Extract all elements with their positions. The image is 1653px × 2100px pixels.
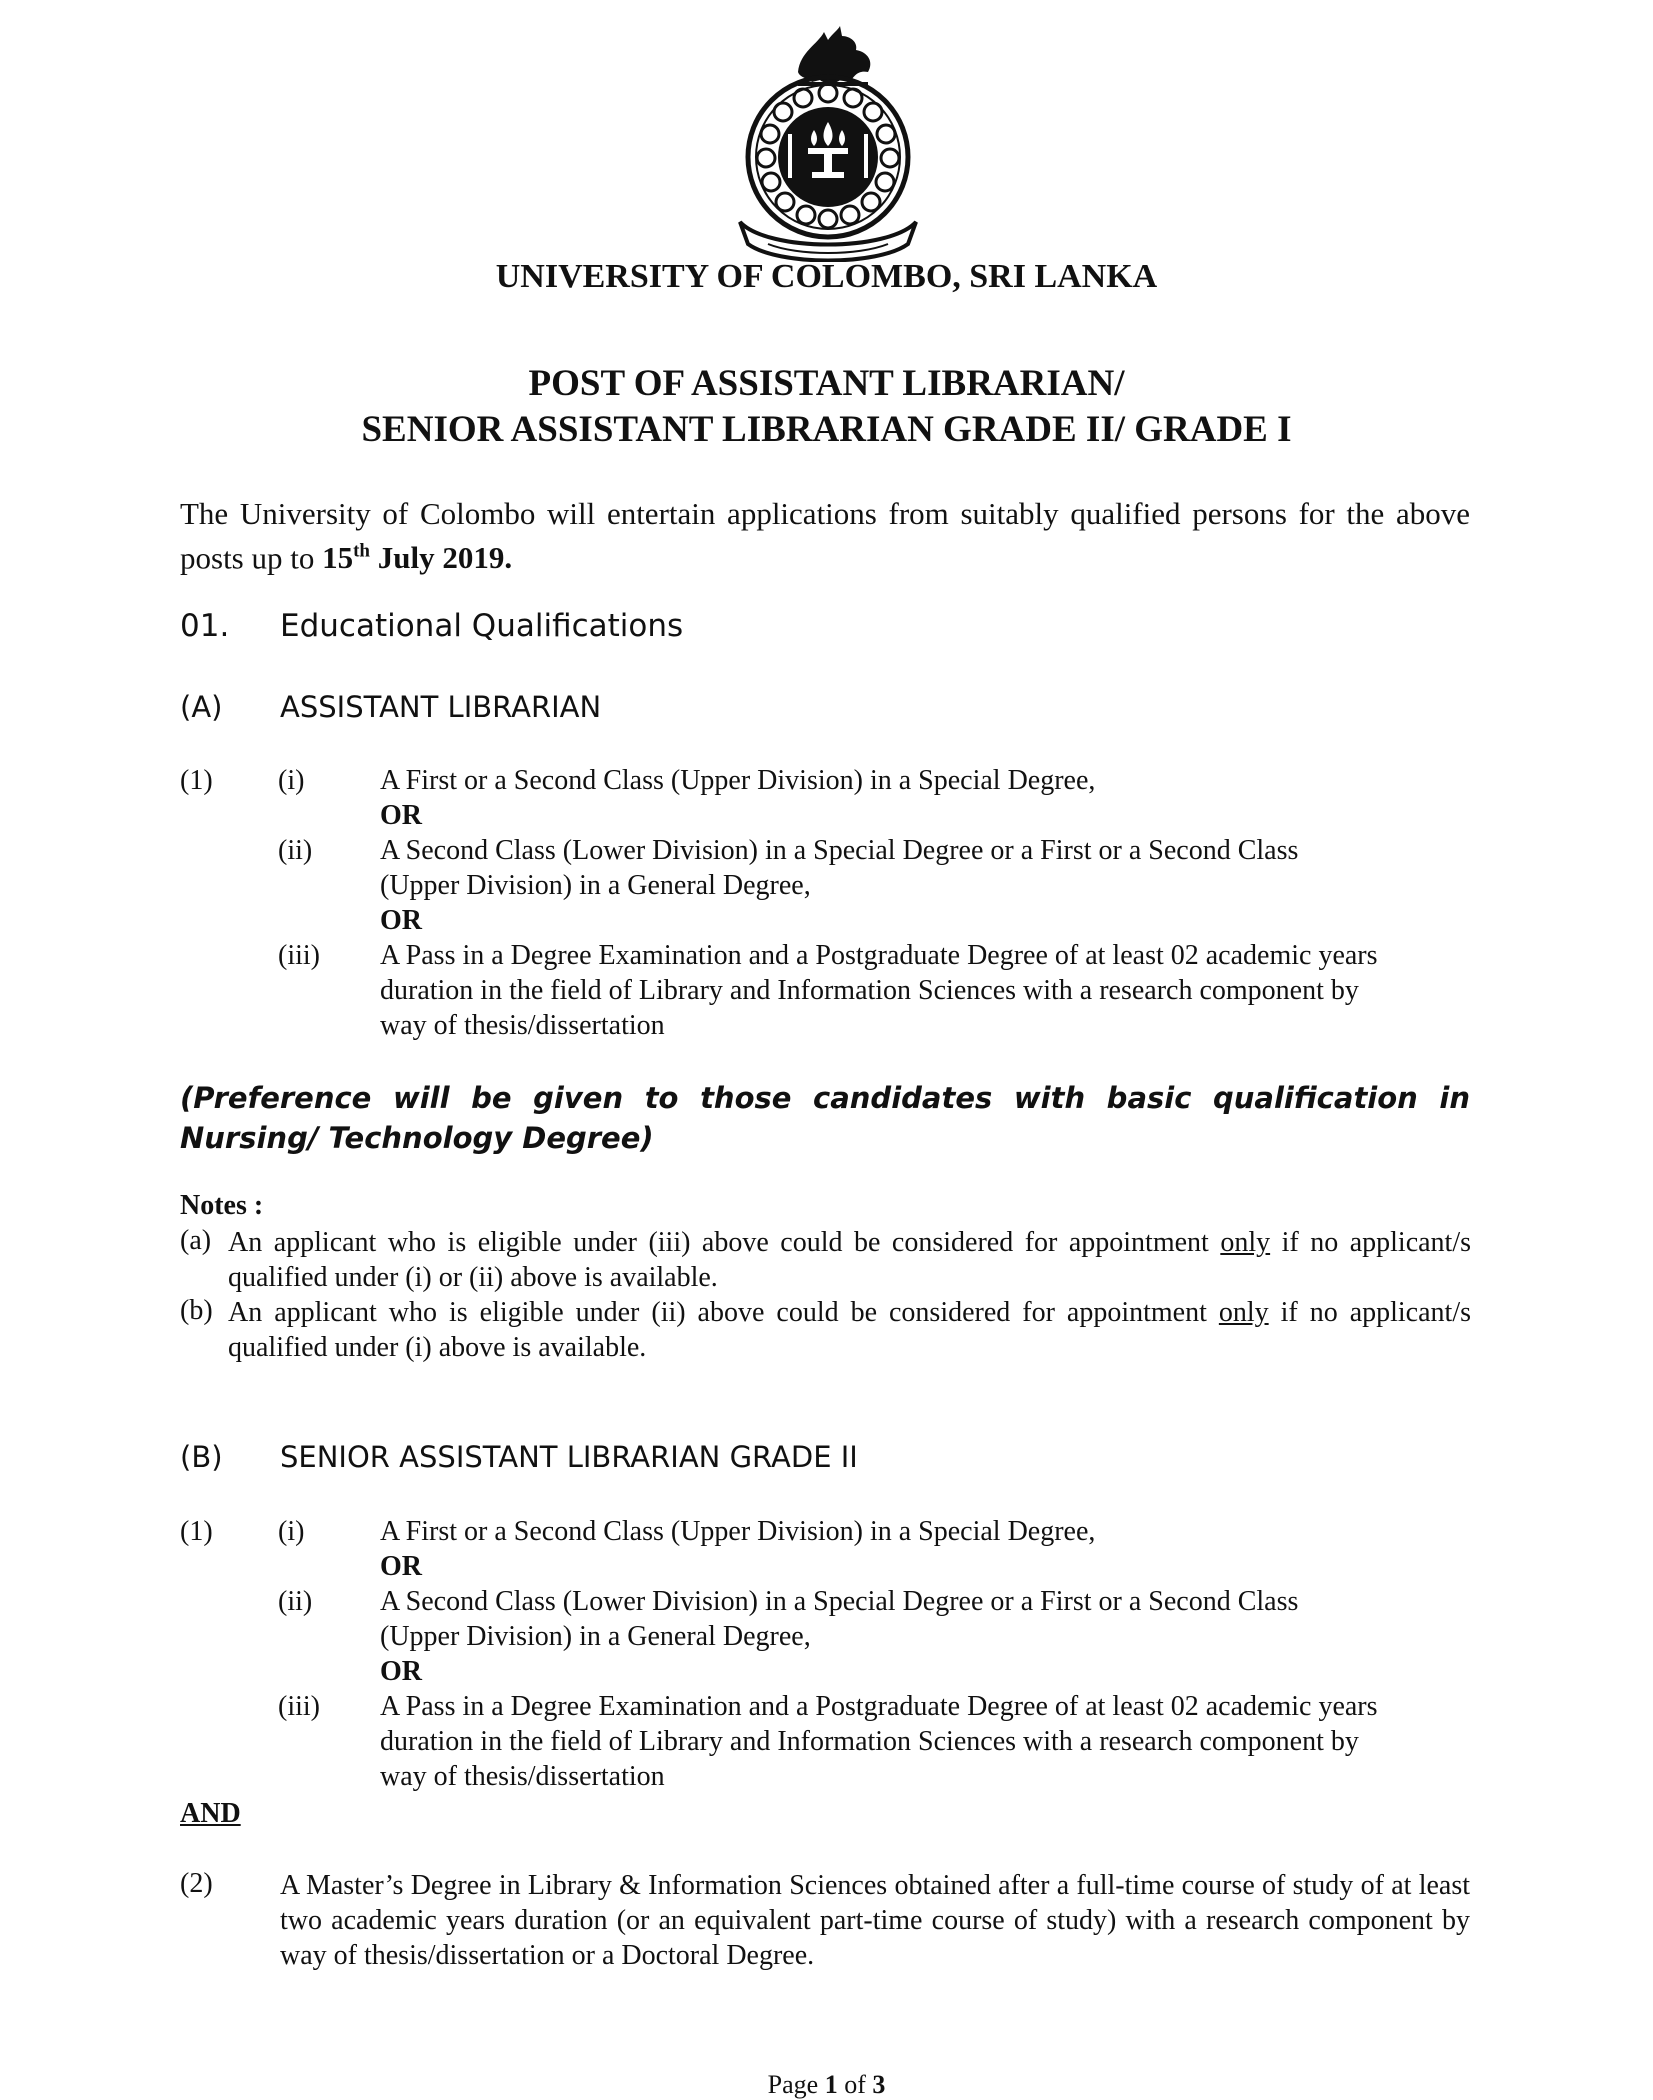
item-text: A First or a Second Class (Upper Division) in a Special Degree, — [380, 1516, 1096, 1547]
item-number: (ii) — [278, 835, 313, 866]
item-text: A Pass in a Degree Examination and a Postgraduate Degree of at least 02 academic years — [380, 1691, 1378, 1722]
item-number: (iii) — [278, 940, 320, 971]
notes-label: Notes : — [180, 1190, 264, 1221]
note-letter: (b) — [180, 1295, 213, 1326]
group-number: (1) — [180, 1516, 213, 1547]
post-title-line-1: POST OF ASSISTANT LIBRARIAN/ — [528, 363, 1125, 404]
section-a-letter: (A) — [180, 690, 223, 724]
note-emphasis: only — [1220, 1227, 1271, 1258]
item-text: A Second Class (Lower Division) in a Special Degree or a First or a Second Class — [380, 835, 1299, 866]
section-number: 01. — [180, 608, 230, 644]
item-text: (Upper Division) in a General Degree, — [380, 870, 811, 901]
or-label: OR — [380, 905, 422, 936]
item-number: (ii) — [278, 1586, 313, 1617]
section-title: Educational Qualifications — [280, 608, 684, 644]
item-text: (Upper Division) in a General Degree, — [380, 1621, 811, 1652]
item-text: A First or a Second Class (Upper Division) in a Special Degree, — [380, 765, 1096, 796]
post-title-line-2: SENIOR ASSISTANT LIBRARIAN GRADE II/ GRADE I — [361, 409, 1292, 450]
closing-date: 15th July 2019. — [322, 540, 513, 576]
section-a-title: ASSISTANT LIBRARIAN — [280, 690, 602, 724]
note-text: An applicant who is eligible under (iii) above could be considered for appointment only if no applicant/s qualified under (i) or (ii) above is available. — [228, 1227, 1472, 1293]
page-number: 1 — [824, 2070, 838, 2099]
group-number: (2) — [180, 1868, 213, 1899]
university-crest-icon — [728, 22, 928, 262]
or-label: OR — [380, 800, 422, 831]
item-number: (i) — [278, 765, 305, 796]
preference-note: (Preference will be given to those candidates with basic qualification in Nursing/ Technology Degree) — [180, 1081, 1470, 1155]
group-number: (1) — [180, 765, 213, 796]
note-emphasis: only — [1218, 1297, 1269, 1328]
section-b-title: SENIOR ASSISTANT LIBRARIAN GRADE II — [280, 1440, 858, 1474]
item-text: way of thesis/dissertation — [380, 1761, 665, 1792]
university-name: UNIVERSITY OF COLOMBO, SRI LANKA — [495, 258, 1158, 295]
note-text: An applicant who is eligible under (ii) above could be considered for appointment only if no applicant/s qualified under (i) above is available. — [228, 1297, 1471, 1363]
and-label: AND — [180, 1798, 241, 1829]
item-text: duration in the field of Library and Information Sciences with a research component by — [380, 975, 1359, 1006]
item-text: A Second Class (Lower Division) in a Special Degree or a First or a Second Class — [380, 1586, 1299, 1617]
item-number: (iii) — [278, 1691, 320, 1722]
item-text: way of thesis/dissertation — [380, 1010, 665, 1041]
item-text: duration in the field of Library and Information Sciences with a research component by — [380, 1726, 1359, 1757]
intro-text: The University of Colombo will entertain applications from suitably qualified persons for the above posts up to — [180, 496, 1470, 576]
or-label: OR — [380, 1551, 422, 1582]
intro-paragraph — [180, 495, 1470, 577]
masters-requirement: A Master’s Degree in Library & Information Sciences obtained after a full-time course of study of at least two academic years duration (or an equivalent part-time course of study) with a research component by way of thesis/dissertation or a Doctoral Degree. — [280, 1870, 1470, 1971]
item-number: (i) — [278, 1516, 305, 1547]
item-text: A Pass in a Degree Examination and a Postgraduate Degree of at least 02 academic years — [380, 940, 1378, 971]
page-footer: Page 1 of 3 — [767, 2070, 886, 2099]
or-label: OR — [380, 1656, 422, 1687]
section-b-letter: (B) — [180, 1440, 223, 1474]
page-total: 3 — [872, 2070, 886, 2099]
note-letter: (a) — [180, 1225, 212, 1256]
